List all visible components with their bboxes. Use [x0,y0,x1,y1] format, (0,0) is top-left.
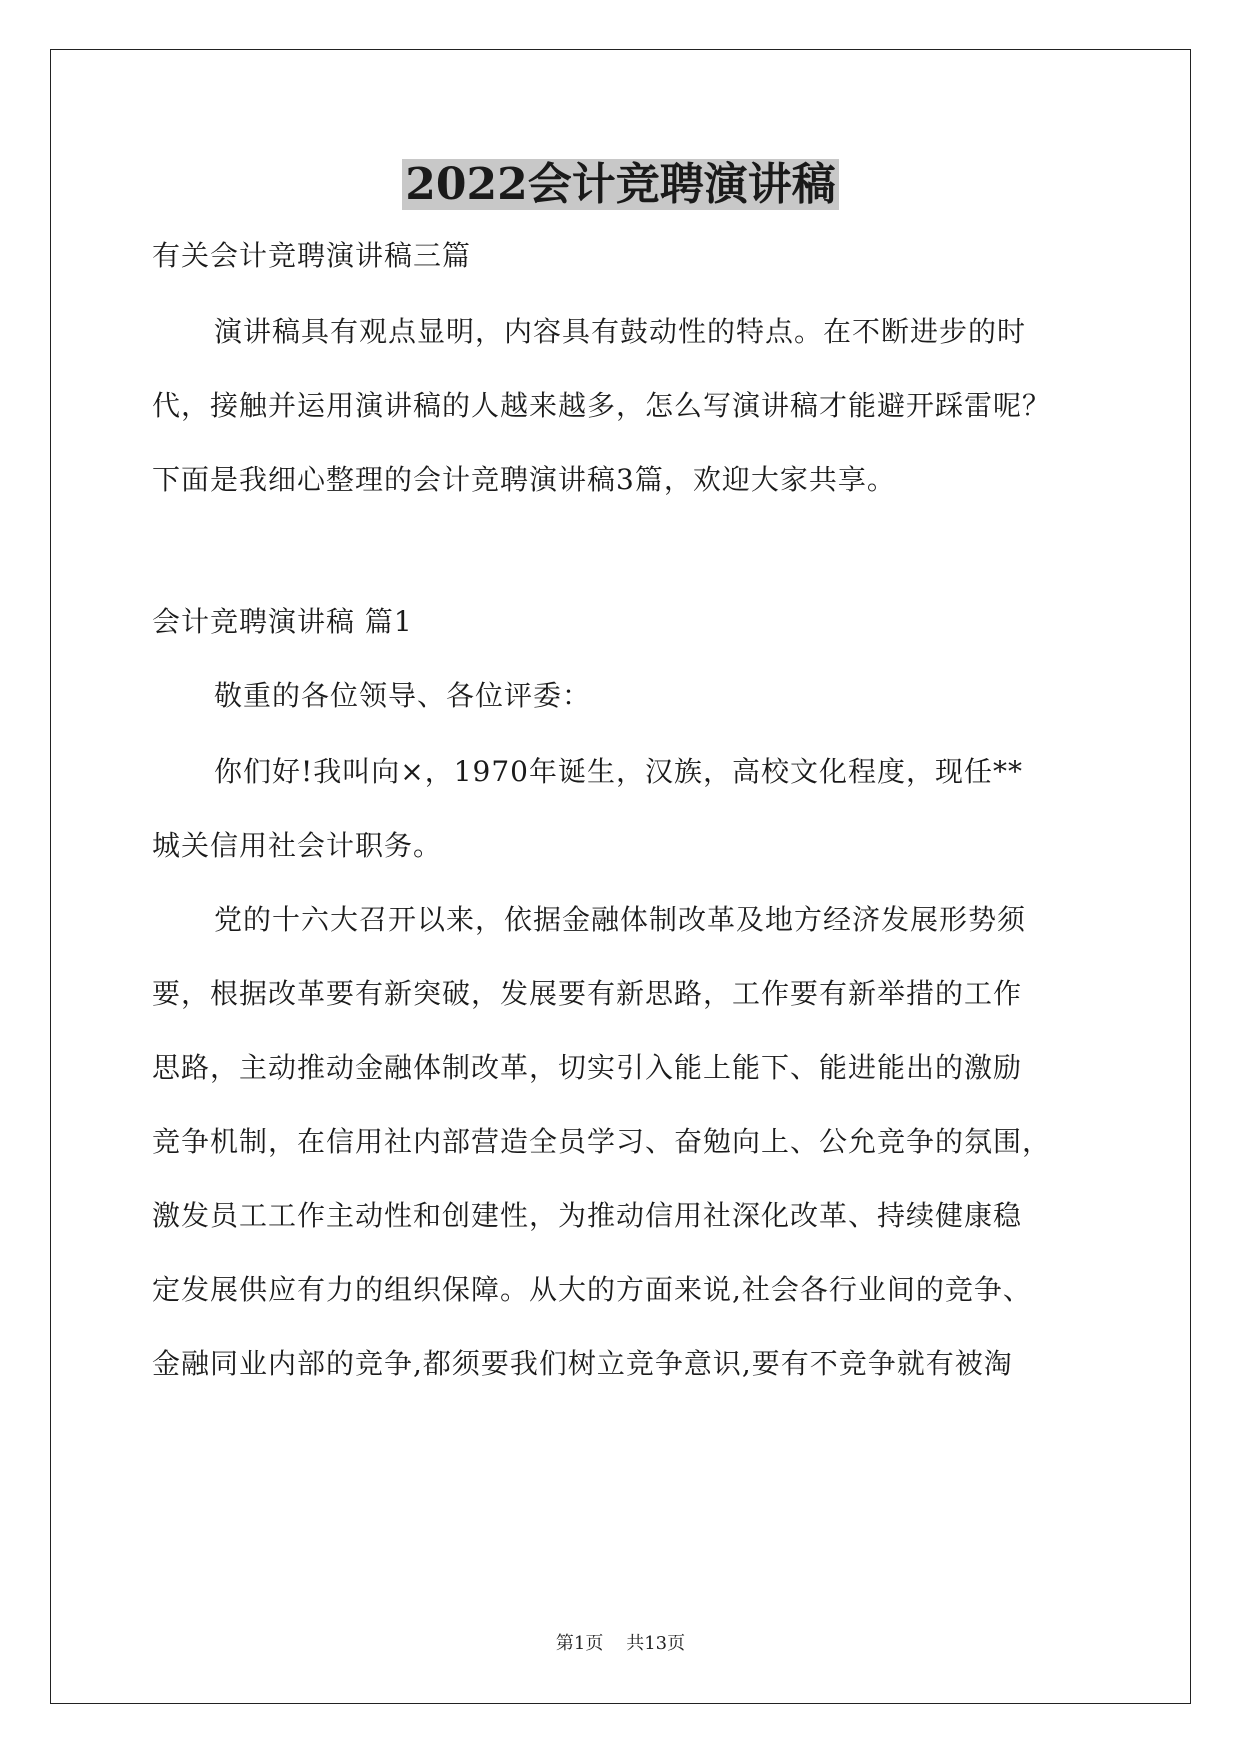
body-paragraph-2-line-1: 党的十六大召开以来，依据金融体制改革及地方经济发展形势须 [214,903,1027,936]
body-paragraph-2-line-5: 激发员工工作主动性和创建性，为推动信用社深化改革、持续健康稳 [152,1199,1023,1232]
page-footer [0,1632,1241,1656]
document-title [0,155,1241,215]
document-title-text: 2022会计竞聘演讲稿 [402,159,838,210]
footer-spacer [603,1633,626,1654]
body-paragraph-2-line-4: 竞争机制，在信用社内部营造全员学习、奋勉向上、公允竞争的氛围， [152,1125,1052,1158]
body-paragraph-2-line-2: 要，根据改革要有新突破，发展要有新思路，工作要有新举措的工作 [152,977,1023,1010]
body-paragraph-1-line-1: 你们好!我叫向×，1970年诞生，汉族，高校文化程度，现任** [214,755,1023,788]
intro-paragraph-line-2: 代，接触并运用演讲稿的人越来越多，怎么写演讲稿才能避开踩雷呢？ [152,389,1052,422]
body-paragraph-1-line-2: 城关信用社会计职务。 [152,829,443,862]
intro-paragraph-line-1: 演讲稿具有观点显明，内容具有鼓动性的特点。在不断进步的时 [214,315,1027,348]
intro-paragraph-line-3: 下面是我细心整理的会计竞聘演讲稿3篇，欢迎大家共享。 [152,463,896,496]
subtitle-line: 有关会计竞聘演讲稿三篇 [152,239,472,272]
total-pages-label: 共13页 [626,1633,686,1654]
body-paragraph-2-line-3: 思路，主动推动金融体制改革，切实引入能上能下、能进能出的激励 [152,1051,1023,1084]
body-paragraph-2-line-7: 金融同业内部的竞争,都须要我们树立竞争意识,要有不竞争就有被淘 [152,1347,1013,1380]
page-border [50,49,1191,1704]
salutation-line: 敬重的各位领导、各位评委： [214,679,592,712]
page-number-label: 第1页 [555,1633,604,1654]
section-heading: 会计竞聘演讲稿 篇1 [152,605,413,638]
body-paragraph-2-line-6: 定发展供应有力的组织保障。从大的方面来说,社会各行业间的竞争、 [152,1273,1032,1306]
